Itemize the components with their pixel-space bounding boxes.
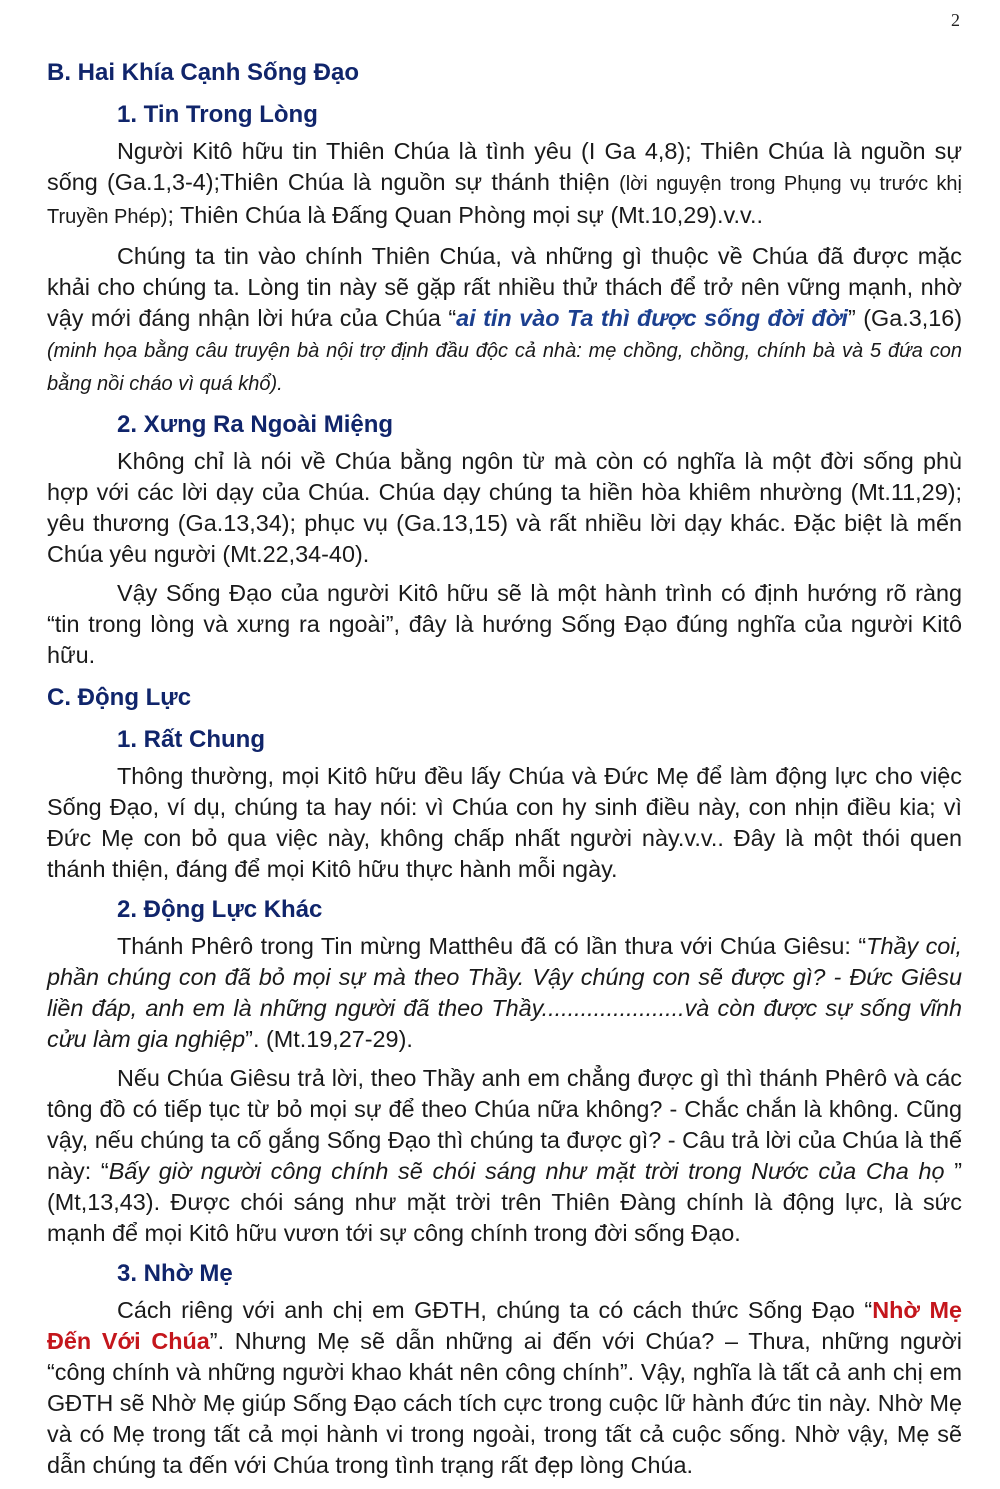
text-run: ”. (Mt.19,27-29).	[245, 1026, 413, 1052]
paragraph	[47, 1063, 962, 1249]
subsection-title-dong-luc-khac: 2. Động Lực Khác	[117, 896, 323, 923]
text-run-small: (lời nguyện trong Phụng vụ trước khị Truyền Phép)	[47, 173, 963, 228]
text-run: ”. Nhưng Mẹ sẽ dẫn những ai đến với Chúa? – Thưa, những người “công chính và những người khao khát nên công chính”. Vậy, nghĩa là tất cả anh chị em GĐTH sẽ Nhờ Mẹ giúp Sống Đạo cách tích cực trong cuộc lữ hành đức tin này. Nhờ Mẹ và có Mẹ trong tất cả mọi hành vi trong ngoài, trong tất cả cuộc sống. Nhờ vậy, Mẹ sẽ dẫn chúng ta đến với Chúa trong tình trạng rất đẹp lòng Chúa.	[47, 1328, 962, 1478]
paragraph	[47, 1295, 962, 1481]
document-body	[47, 56, 962, 1489]
text-run: ” (Ga.3,16)	[847, 305, 963, 331]
text-run: Chúng ta tin vào chính Thiên Chúa, và những gì thuộc về Chúa đã được mặc khải cho chúng ta. Lòng tin này sẽ gặp rất nhiều thử thách để trở nên vững mạnh, nhờ vậy mới đáng nhận lời hứa của Chúa “	[47, 243, 962, 331]
page-number: 2	[951, 10, 960, 30]
emphasized-quote: ai tin vào Ta thì được sống đời đời	[456, 305, 848, 331]
paragraph	[47, 136, 962, 233]
subsection-title-xung-ra-ngoai-mieng: 2. Xưng Ra Ngoài Miệng	[117, 411, 394, 438]
text-run: ” (Mt,13,43). Được chói sáng như mặt trời trên Thiên Đàng chính là động lực, là sức mạnh để mọi Kitô hữu vươn tới sự công chính trong đời sống Đạo.	[47, 1158, 962, 1246]
emphasized-motto: Nhờ Mẹ Đến Với Chúa	[47, 1297, 962, 1354]
text-run: Cách riêng với anh chị em GĐTH, chúng ta có cách thức Sống Đạo “	[117, 1297, 873, 1323]
italic-quote: Thầy coi, phần chúng con đã bỏ mọi sự mà theo Thầy. Vậy chúng con sẽ được gì? - Đức Giêsu liền đáp, anh em là những người đã theo Thầy......................và còn được sự sống vĩnh cửu làm gia nghiệp	[47, 933, 962, 1052]
text-run: Nếu Chúa Giêsu trả lời, theo Thầy anh em chẳng được gì thì thánh Phêrô và các tông đồ có tiếp tục từ bỏ mọi sự để theo Chúa nữa không? - Chắc chắn là không. Cũng vậy, nếu chúng ta cố gắng Sống Đạo thì chúng ta được gì? - Câu trả lời của Chúa là thế này: “	[47, 1065, 962, 1184]
paragraph	[47, 931, 962, 1055]
paragraph	[47, 241, 962, 400]
section-title-b: B. Hai Khía Cạnh Sống Đạo	[47, 59, 360, 86]
text-run: ; Thiên Chúa là Đấng Quan Phòng mọi sự (Mt.10,29).v.v..	[167, 202, 763, 228]
subsection-title-nho-me: 3. Nhờ Mẹ	[117, 1260, 233, 1287]
subsection-title-rat-chung: 1. Rất Chung	[117, 726, 265, 753]
text-run: Thánh Phêrô trong Tin mừng Matthêu đã có lần thưa với Chúa Giêsu: “	[117, 933, 867, 959]
paragraph: Thông thường, mọi Kitô hữu đều lấy Chúa và Đức Mẹ để làm động lực cho việc Sống Đạo, ví dụ, chúng ta hay nói: vì Chúa con hy sinh điều này, con nhịn điều kia; vì Đức Mẹ con bỏ qua việc này, không chấp nhất người này.v.v.. Đây là một thói quen thánh thiện, đáng để mọi Kitô hữu thực hành mỗi ngày.	[47, 763, 962, 882]
paragraph: Không chỉ là nói về Chúa bằng ngôn từ mà còn có nghĩa là một đời sống phù hợp với các lời dạy của Chúa. Chúa dạy chúng ta hiền hòa khiêm nhường (Mt.11,29); yêu thương (Ga.13,34); phục vụ (Ga.13,15) và rất nhiều lời dạy khác. Đặc biệt là mến Chúa yêu người (Mt.22,34-40).	[47, 448, 962, 567]
text-run: Người Kitô hữu tin Thiên Chúa là tình yêu (I Ga 4,8); Thiên Chúa là nguồn sự sống (Ga.1,3-4);Thiên Chúa là nguồn sự thánh thiện	[47, 138, 962, 195]
section-title-c: C. Động Lực	[47, 684, 192, 711]
italic-note: (minh họa bằng câu truyện bà nội trợ định đầu độc cả nhà: mẹ chồng, chồng, chính bà và 5 đứa con bằng nồi cháo vì quá khổ).	[47, 340, 962, 395]
subsection-title-tin-trong-long: 1. Tin Trong Lòng	[117, 101, 318, 128]
italic-quote: Bấy giờ người công chính sẽ chói sáng như mặt trời trong Nước của Cha họ	[108, 1158, 945, 1184]
paragraph: Vậy Sống Đạo của người Kitô hữu sẽ là một hành trình có định hướng rõ ràng “tin trong lòng và xưng ra ngoài”, đây là hướng Sống Đạo đúng nghĩa của người Kitô hữu.	[47, 580, 962, 668]
